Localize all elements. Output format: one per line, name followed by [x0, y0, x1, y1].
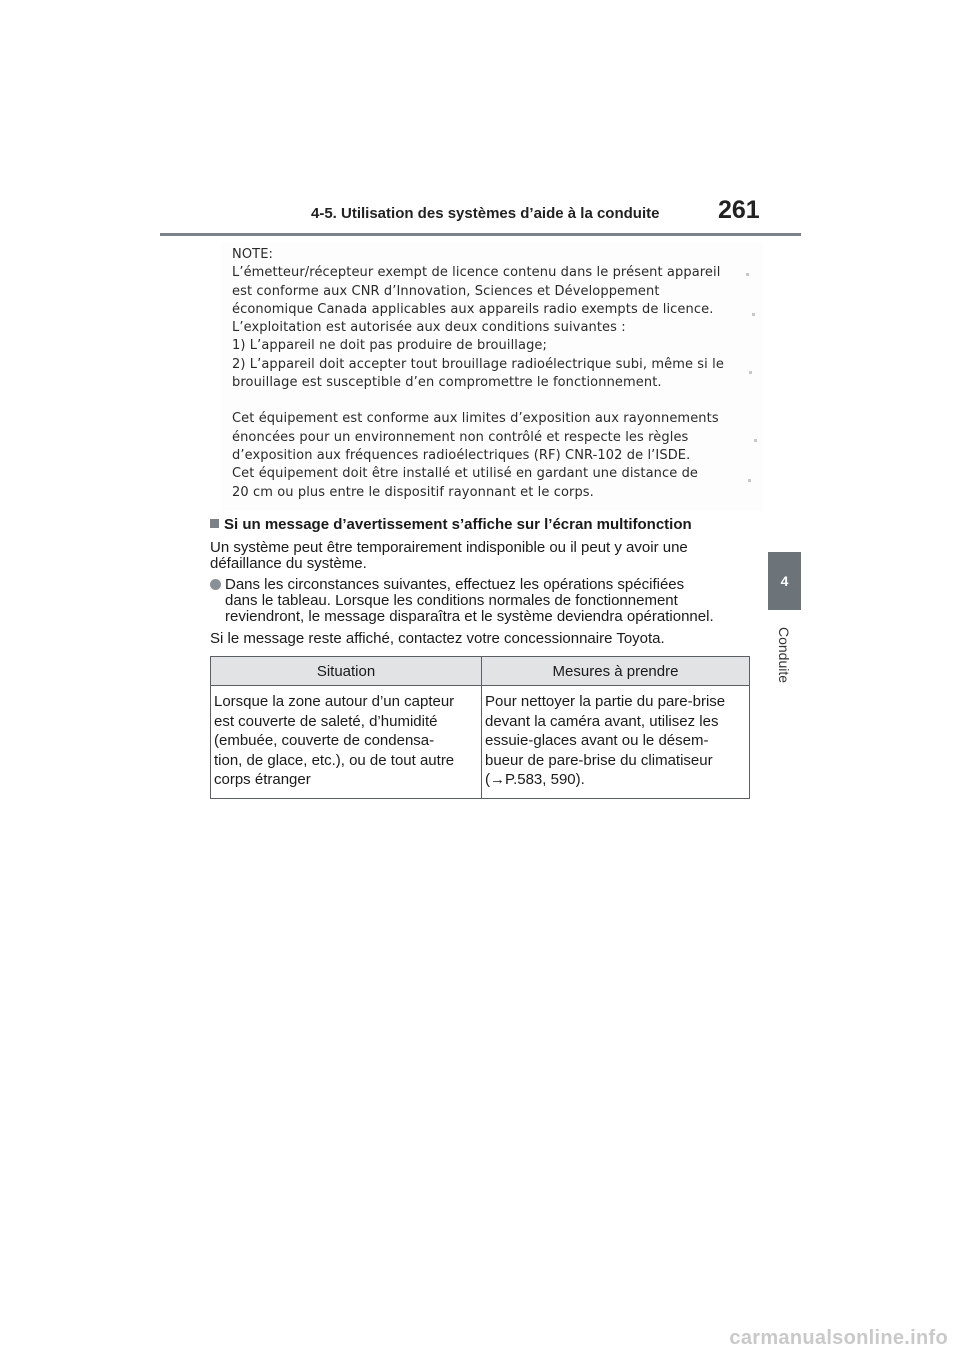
note-line: Cet équipement est conforme aux limites d’exposition aux rayonnements — [232, 411, 719, 427]
note-image — [222, 243, 762, 511]
note-line: 1) L’appareil ne doit pas produire de brouillage; — [232, 338, 548, 354]
scan-speck — [749, 371, 752, 374]
table-row — [211, 686, 750, 799]
bullet-paragraph — [225, 577, 760, 625]
intro-line: défaillance du système. — [210, 555, 367, 572]
cell-line: est couverte de saleté, d’humidité — [214, 712, 438, 730]
note-line: L’émetteur/récepteur exempt de licence contenu dans le présent appareil — [232, 265, 721, 281]
bullet-line: dans le tableau. Lorsque les conditions normales de fonctionnement — [225, 592, 678, 609]
bullet-line: Dans les circonstances suivantes, effectuez les opérations spécifiées — [225, 576, 685, 593]
section-header: 4-5. Utilisation des systèmes d’aide à la conduite — [311, 205, 660, 222]
note-line: Cet équipement doit être installé et utilisé en gardant une distance de — [232, 466, 699, 482]
note-line: L’exploitation est autorisée aux deux conditions suivantes : — [232, 320, 626, 336]
note-text — [232, 246, 760, 502]
scan-speck — [754, 439, 757, 442]
chapter-number: 4 — [780, 573, 789, 589]
table-header-measures: Mesures à prendre — [482, 657, 750, 686]
note-line: brouillage est susceptible d’en compromettre le fonctionnement. — [232, 375, 662, 391]
cell-line: essuie-glaces avant ou le désem- — [485, 732, 709, 749]
table-header-situation: Situation — [211, 657, 482, 686]
note-line: économique Canada applicables aux appareils radio exempts de licence. — [232, 301, 714, 317]
section-heading — [210, 516, 692, 533]
header-rule — [160, 233, 801, 236]
note-line: 2) L’appareil doit accepter tout brouillage radioélectrique subi, même si le — [232, 356, 724, 372]
note-line: d’exposition aux fréquences radioélectriques (RF) CNR-102 de l’ISDE. — [232, 447, 691, 463]
cell-line: Lorsque la zone autour d’un capteur — [214, 693, 455, 710]
page-number: 261 — [718, 196, 760, 224]
cell-line: devant la caméra avant, utilisez les — [485, 712, 719, 730]
contact-paragraph: Si le message reste affiché, contactez votre concessionnaire Toyota. — [210, 630, 665, 647]
scan-speck — [746, 273, 749, 276]
chapter-tab[interactable] — [768, 552, 801, 610]
chapter-label-text: Conduite — [776, 626, 793, 684]
table-header-row — [211, 657, 750, 686]
watermark: carmanualsonline.info — [729, 1327, 948, 1349]
note-line: est conforme aux CNR d’Innovation, Sciences et Développement — [232, 283, 660, 299]
note-title: NOTE: — [232, 247, 273, 262]
bullet-line: reviendront, le message disparaîtra et le système deviendra opérationnel. — [225, 608, 714, 625]
cell-line: tion, de glace, etc.), ou de tout autre — [214, 751, 455, 769]
cell-line: bueur de pare-brise du climatiseur — [485, 751, 713, 769]
cell-line: (→P.583, 590). — [485, 771, 585, 788]
note-gap — [232, 392, 760, 410]
chapter-label — [770, 620, 798, 690]
square-bullet-icon — [210, 519, 219, 528]
table-cell-situation — [211, 686, 482, 799]
note-line: 20 cm ou plus entre le dispositif rayonnant et le corps. — [232, 484, 594, 500]
table-cell-measures — [482, 686, 750, 799]
intro-line: Un système peut être temporairement indisponible ou il peut y avoir une — [210, 539, 688, 556]
cell-line: Pour nettoyer la partie du pare-brise — [485, 693, 726, 710]
measures-table — [210, 656, 750, 799]
cell-line: corps étranger — [214, 771, 311, 788]
section-heading-text: Si un message d’avertissement s’affiche sur l’écran multifonction — [224, 516, 692, 533]
scan-speck — [748, 479, 751, 482]
note-line: énoncées pour un environnement non contrôlé et respecte les règles — [232, 429, 689, 445]
round-bullet-icon — [210, 579, 221, 590]
intro-paragraph — [210, 540, 755, 572]
scan-speck — [752, 313, 755, 316]
cell-line: (embuée, couverte de condensa- — [214, 732, 435, 749]
